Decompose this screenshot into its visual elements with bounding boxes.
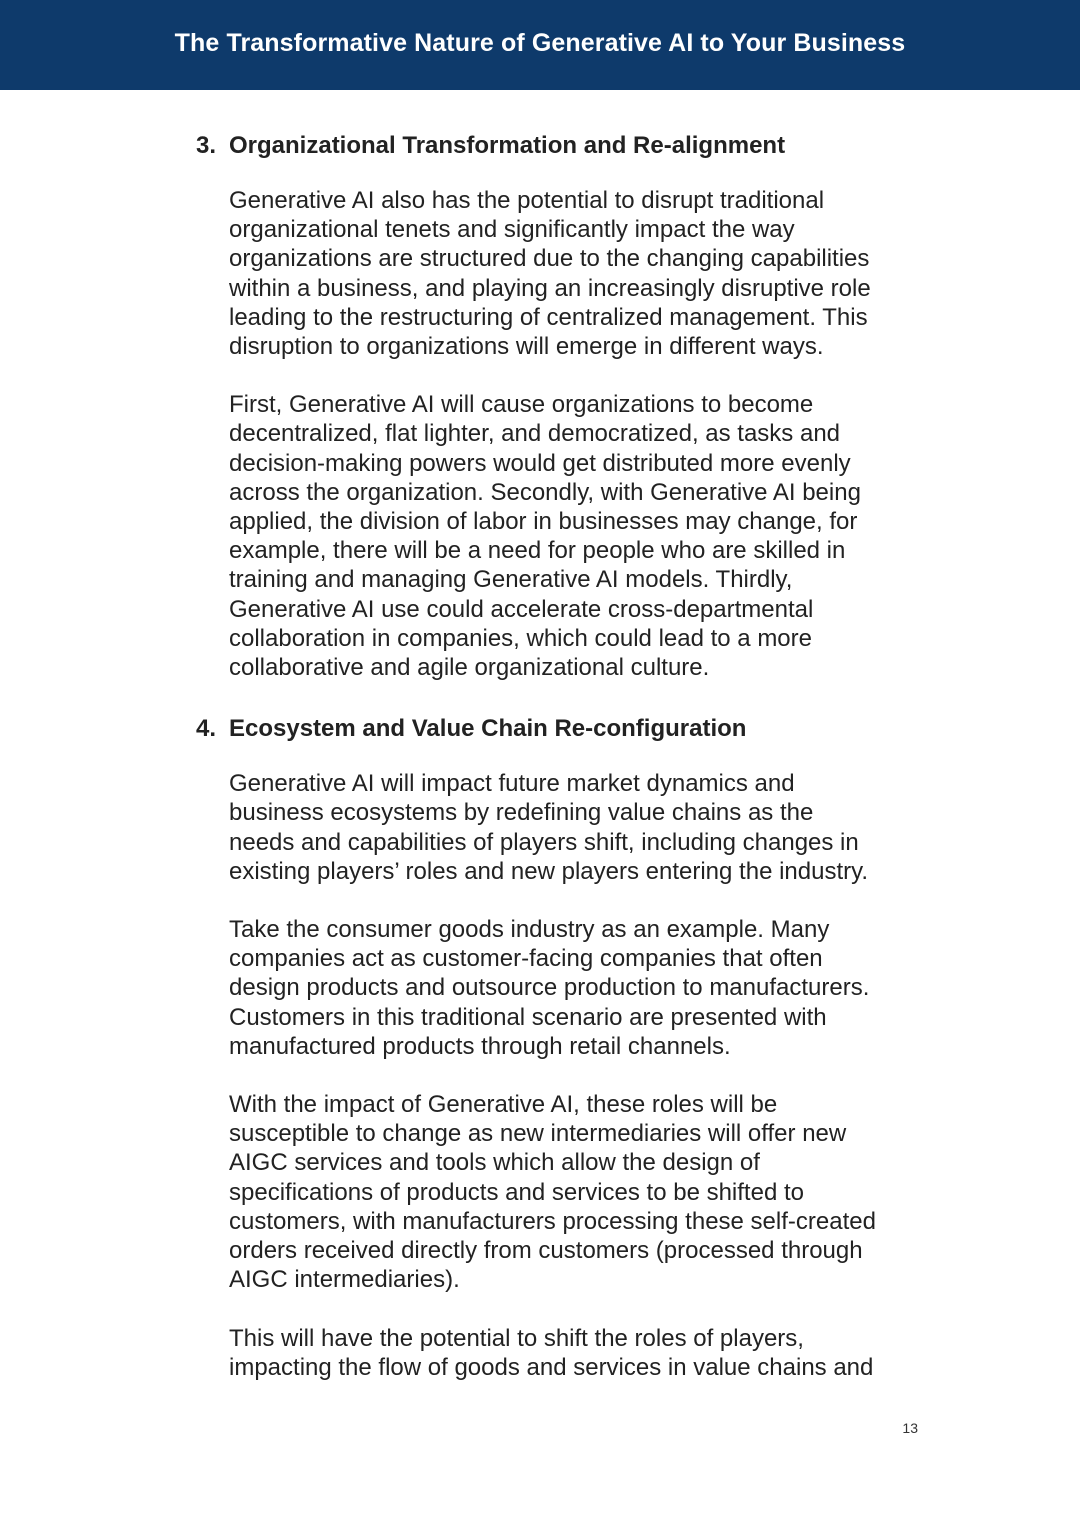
text-line: design products and outsource production to manufacturers. (229, 974, 870, 1002)
text-line: disruption to organizations will emerge in different ways. (229, 333, 824, 361)
section-number: 4. (196, 715, 217, 743)
text-line: customers, with manufacturers processing these self-created (229, 1207, 876, 1235)
paragraph (229, 390, 926, 682)
text-line: susceptible to change as new intermediaries will offer new (229, 1120, 847, 1148)
text-line: leading to the restructuring of centralized management. This (229, 303, 868, 331)
section-number: 3. (196, 132, 217, 159)
text-line: With the impact of Generative AI, these roles will be (229, 1091, 778, 1119)
text-line: impacting the flow of goods and services in value chains and (229, 1353, 874, 1381)
paragraph (229, 1090, 926, 1294)
paragraph (229, 769, 926, 886)
section-ecosystem-value-chain (196, 711, 926, 1382)
text-line: across the organization. Secondly, with Generative AI being (229, 478, 861, 506)
text-line: manufactured products through retail channels. (229, 1032, 731, 1060)
text-line: organizations are structured due to the changing capabilities (229, 245, 870, 273)
text-line: First, Generative AI will cause organizations to become (229, 391, 814, 419)
text-line: within a business, and playing an increasingly disruptive role (229, 274, 871, 302)
text-line: business ecosystems by redefining value chains as the (229, 799, 814, 827)
page-header (0, 0, 1080, 90)
text-line: AIGC services and tools which allow the design of (229, 1149, 760, 1177)
document-body (196, 128, 926, 1411)
paragraph (229, 186, 926, 361)
header-title: The Transformative Nature of Generative AI to Your Business (174, 28, 906, 57)
text-line: orders received directly from customers (processed through (229, 1237, 863, 1265)
text-line: decentralized, flat lighter, and democratized, as tasks and (229, 420, 841, 448)
text-line: This will have the potential to shift the roles of players, (229, 1324, 804, 1352)
text-line: Generative AI use could accelerate cross-departmental (229, 595, 814, 623)
text-line: training and managing Generative AI models. Thirdly, (229, 566, 793, 594)
text-line: Take the consumer goods industry as an example. Many (229, 916, 830, 944)
text-line: existing players’ roles and new players entering the industry. (229, 857, 868, 885)
section-heading (196, 711, 926, 747)
text-line: Customers in this traditional scenario are presented with (229, 1003, 827, 1031)
text-line: Generative AI will impact future market dynamics and (229, 770, 795, 798)
text-line: applied, the division of labor in businesses may change, for (229, 508, 858, 536)
text-line: Generative AI also has the potential to disrupt traditional (229, 187, 825, 214)
text-line: AIGC intermediaries). (229, 1266, 460, 1294)
section-title: Ecosystem and Value Chain Re-configuration (229, 715, 747, 743)
section-heading (196, 128, 926, 164)
text-line: organizational tenets and significantly impact the way (229, 216, 795, 244)
page-number: 13 (902, 1420, 918, 1436)
text-line: companies act as customer-facing companies that often (229, 945, 823, 973)
text-line: example, there will be a need for people who are skilled in (229, 537, 846, 565)
text-line: needs and capabilities of players shift, including changes in (229, 828, 859, 856)
text-line: decision-making powers would get distributed more evenly (229, 449, 851, 477)
text-line: collaboration in companies, which could lead to a more (229, 624, 812, 652)
text-line: specifications of products and services to be shifted to (229, 1178, 804, 1206)
paragraph (229, 1324, 926, 1382)
paragraph (229, 915, 926, 1061)
text-line: collaborative and agile organizational culture. (229, 654, 710, 682)
section-organizational-transformation (196, 128, 926, 682)
section-title: Organizational Transformation and Re-alignment (229, 132, 786, 159)
